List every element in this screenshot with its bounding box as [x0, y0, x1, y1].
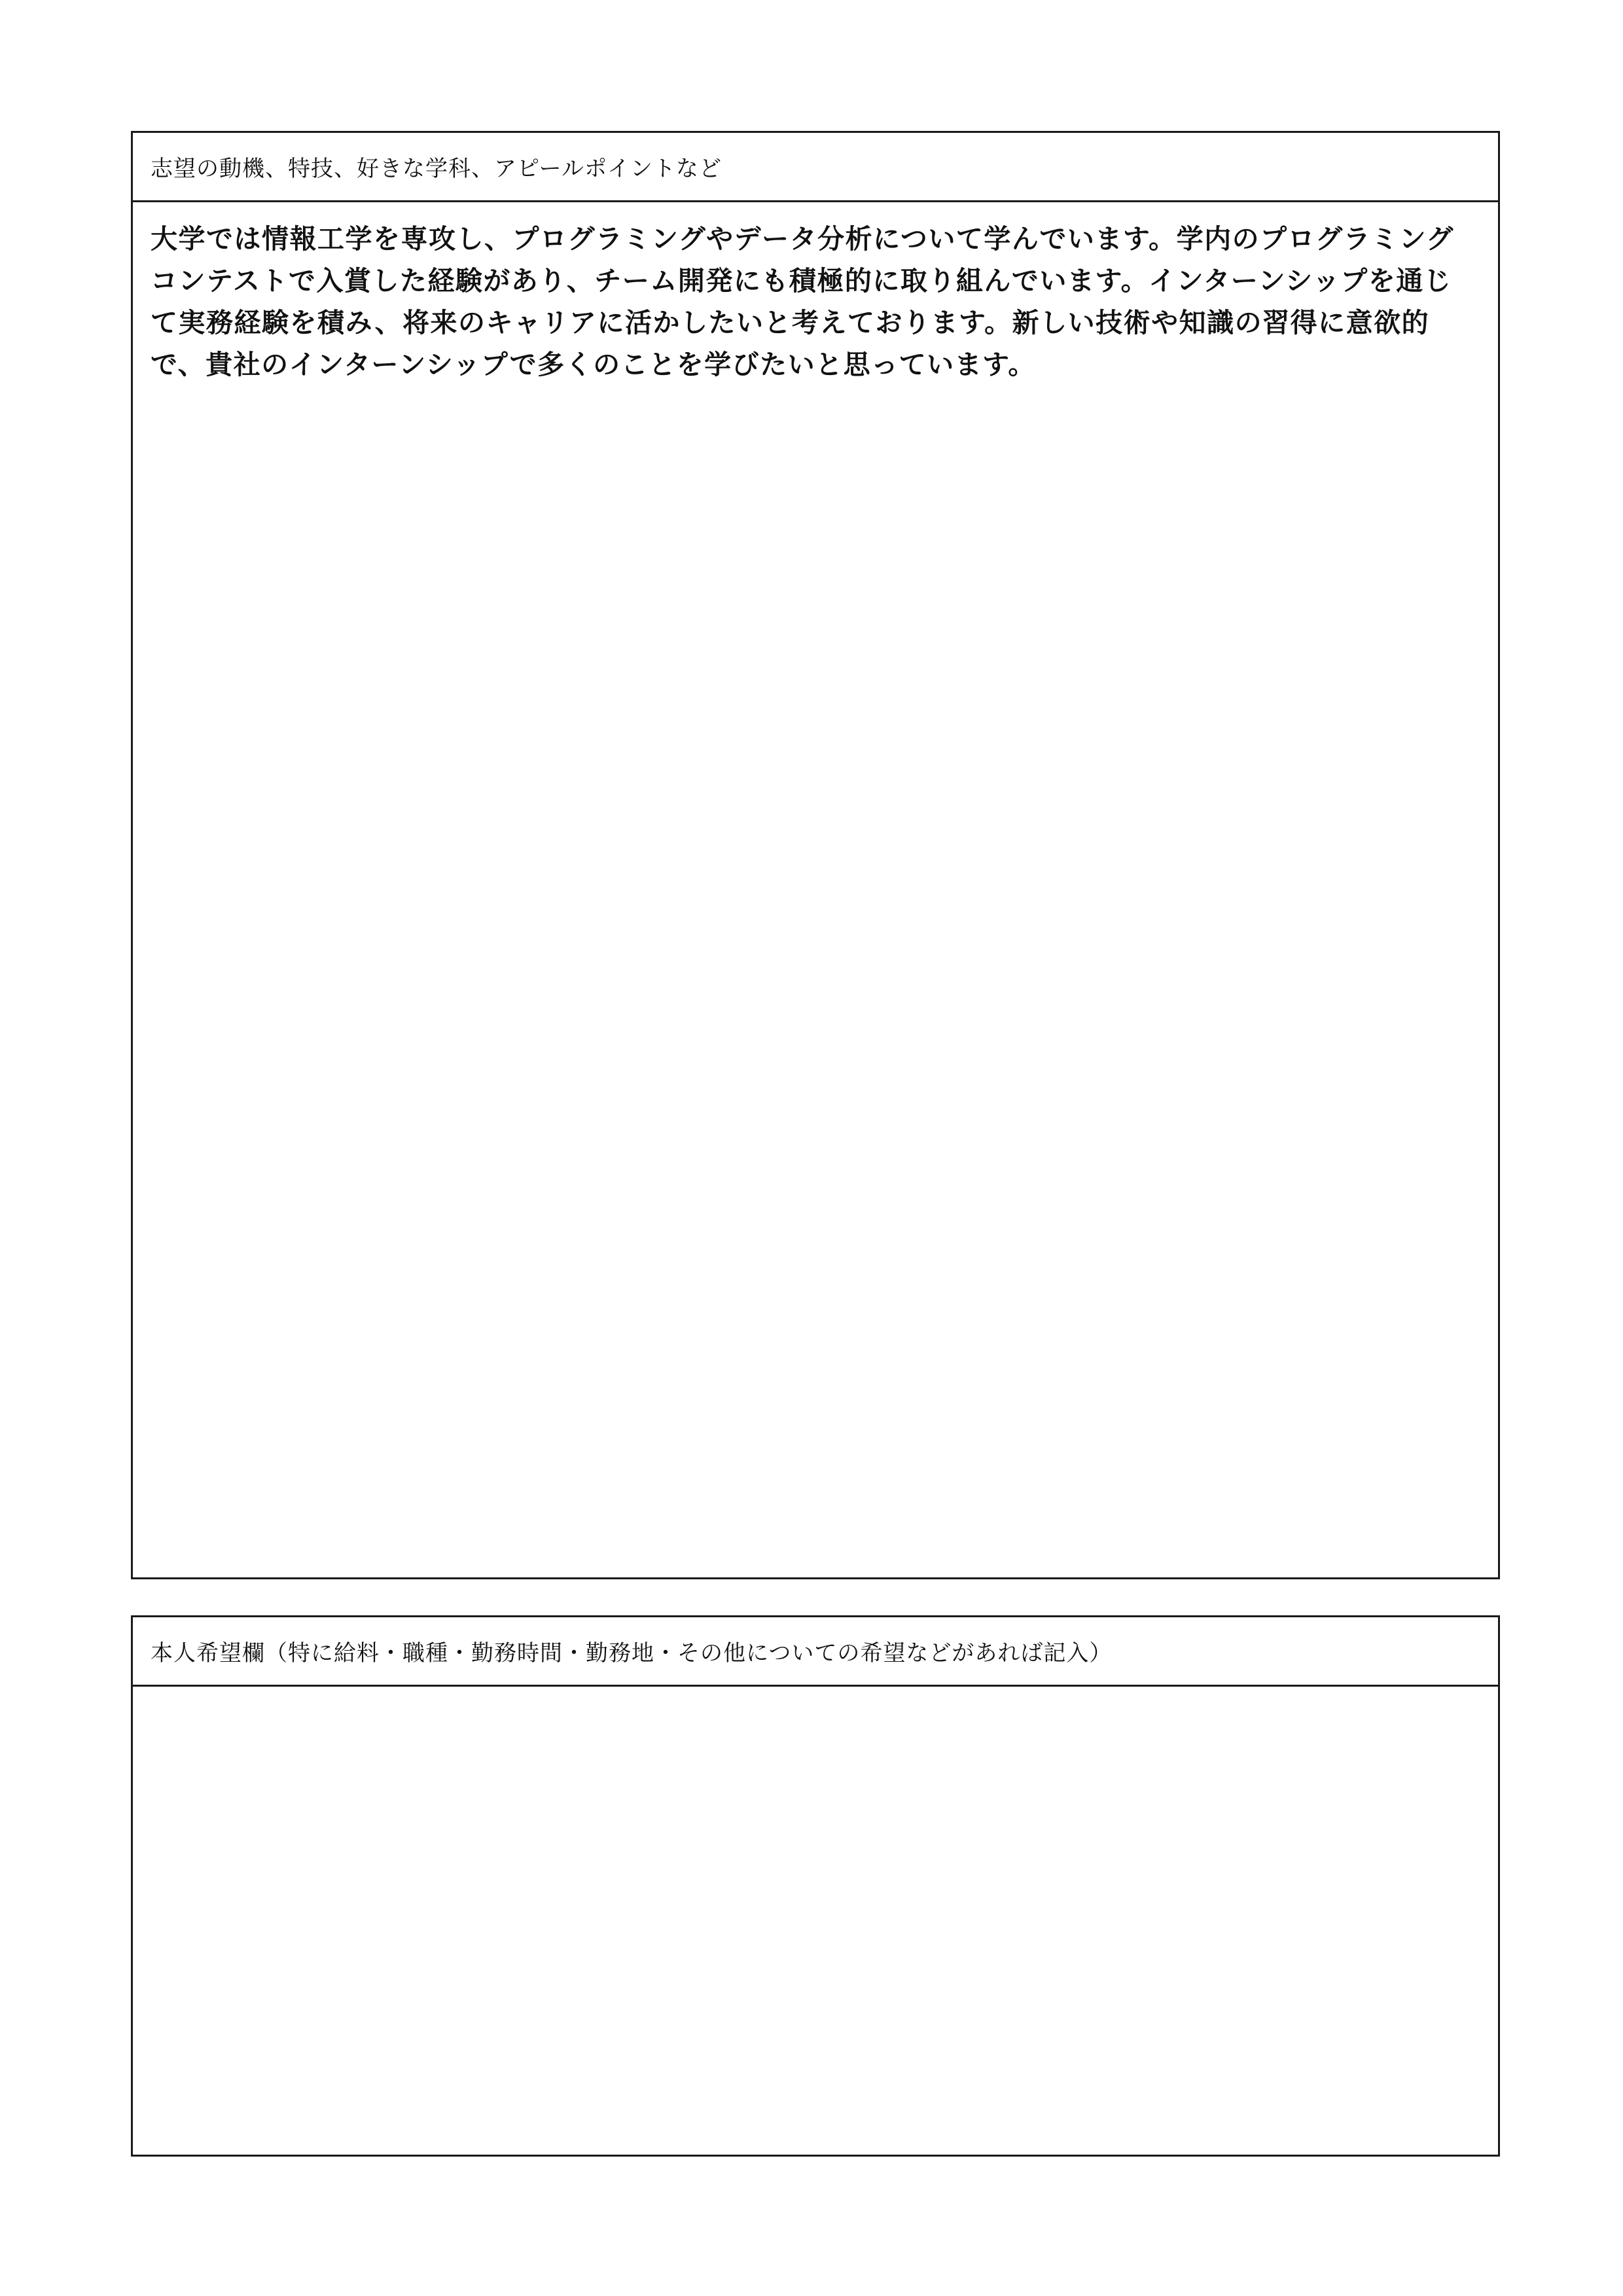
motivation-text-field[interactable]: 大学では情報工学を専攻し、プログラミングやデータ分析について学んでいます。学内のプログラミングコンテストで入賞した経験があり、チーム開発にも積極的に取り組んでいます。インターンシップを通じて実務経験を積み、将来のキャリアに活かしたいと考えております。新しい技術や知識の習得に意欲的で、貴社のインターンシップで多くのことを学びたいと思っています。 — [151, 223, 1454, 380]
motivation-header: 志望の動機、特技、好きな学科、アピールポイントなど — [133, 133, 1498, 202]
motivation-section — [131, 131, 1500, 1579]
personal-requests-section — [131, 1615, 1500, 2157]
personal-requests-text-field[interactable] — [133, 1687, 1498, 1702]
personal-requests-header: 本人希望欄（特に給料・職種・勤務時間・勤務地・その他についての希望などがあれば記入） — [133, 1617, 1498, 1687]
